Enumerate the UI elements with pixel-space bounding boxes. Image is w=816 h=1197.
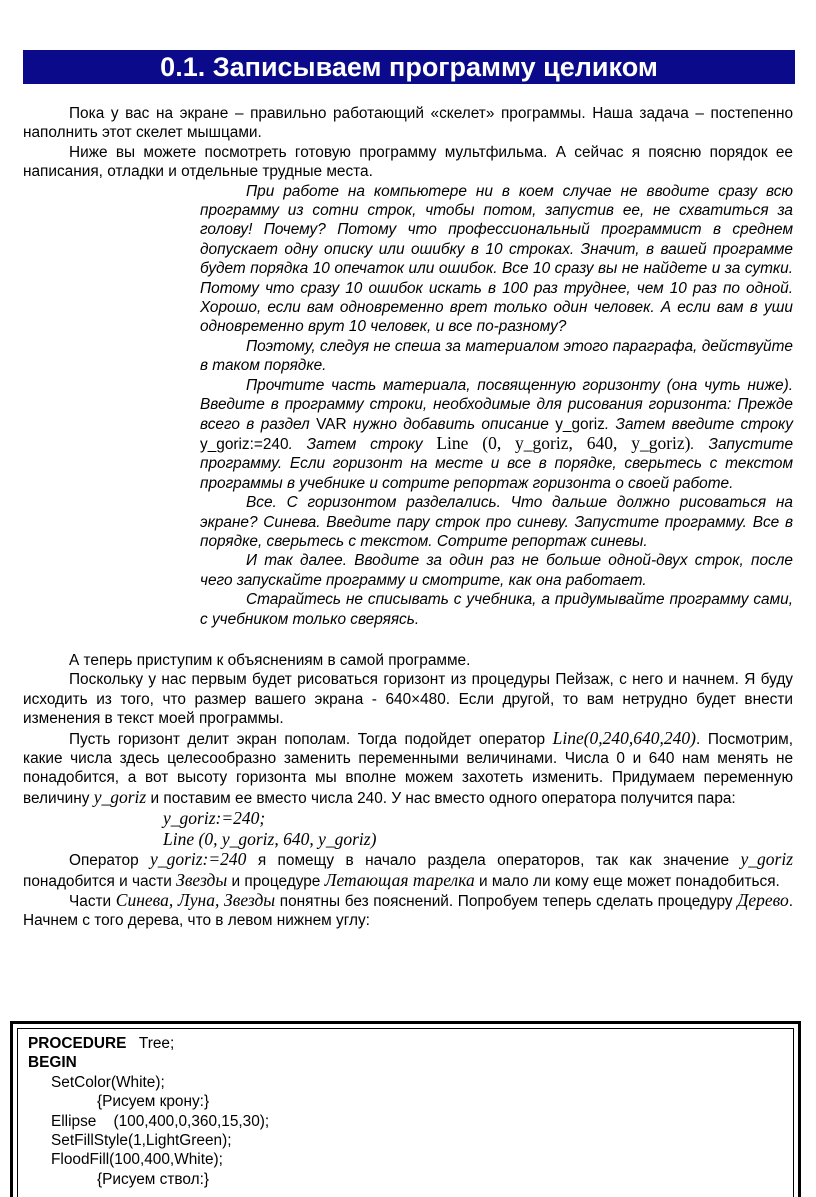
- body-paragraph-4: Оператор y_goriz:=240 я помещу в начало раздела операторов, так как значение y_goriz понадобится и части Звезды и процедуре Летающая тарелка и мало ли кому еще может понадобиться.: [23, 849, 793, 890]
- code-line-comment-trunk: {Рисуем ствол:}: [97, 1170, 210, 1188]
- body-paragraph-1: А теперь приступим к объяснениям в самой программе.: [69, 651, 471, 669]
- note-paragraph-2: Поэтому, следуя не спеша за материалом этого параграфа, действуйте в таком порядке.: [200, 337, 793, 375]
- code-line-ellipse: Ellipse (100,400,0,360,15,30);: [51, 1112, 270, 1130]
- inline-code-line: Line(0,240,640,240): [552, 727, 696, 748]
- code-listing-box: [10, 1021, 801, 1197]
- note-paragraph-1: При работе на компьютере ни в коем случае не вводите сразу всю программу из сотни строк, чтобы потом, запустив ее, не схватиться за голову! Почему? Потому что профессиональный программист в среднем допускает одну описку или ошибку в 10 строках. Значит, в вашей программе будет порядка 10 опечаток или ошибок. Все 10 сразу вы не найдете и за сутки. Потому что сразу 10 ошибок искать в 100 раз труднее, чем 10 раз по одной. Хорошо, если вам одновременно врет только один человек. А если вам в уши одновременно врут 10 человек, и все по-разному?: [200, 182, 793, 336]
- body-paragraph-2: Поскольку у нас первым будет рисоваться горизонт из процедуры Пейзаж, с него и начнем. Я буду исходить из того, что размер вашего экрана - 640×480. Если другой, то вам нетрудно будет внести изменения в текст моей программы.: [23, 671, 793, 728]
- page-content: [23, 104, 793, 931]
- code-listing: [17, 1028, 794, 1197]
- code-line-floodfill: FloodFill(100,400,White);: [51, 1151, 223, 1169]
- code-line-call: Line (0, y_goriz, 640, y_goriz): [436, 432, 691, 453]
- code-line-procedure: PROCEDURE Tree;: [28, 1035, 175, 1052]
- note-paragraph-4: Все. С горизонтом разделались. Что дальше должно рисоваться на экране? Синева. Введите пару строк про синеву. Запустите программу. Все в порядке, сверьтесь с текстом. Сотрите репортаж синевы.: [200, 494, 793, 550]
- section-title: 0.1. Записываем программу целиком: [23, 50, 795, 84]
- body-paragraph-5: Части Синева, Луна, Звезды понятны без пояснений. Попробуем теперь сделать процедуру Дерево. Начнем с того дерева, что в левом нижнем углу:: [23, 890, 794, 930]
- intro-paragraph-2: Ниже вы можете посмотреть готовую программу мультфильма. А сейчас я поясню порядок ее написания, отладки и отдельные трудные места.: [23, 143, 793, 181]
- code-line-comment-crown: {Рисуем крону:}: [97, 1093, 210, 1111]
- body-paragraph-3: Пусть горизонт делит экран пополам. Тогда подойдет оператор Line(0,240,640,240). Посмотрим, какие числа здесь целесообразно заменить переменными величинами. Числа 0 и 640 нам менять не понадобится, а вот высоту горизонта мы вполне можем захотеть изменить. Придумаем переменную величину y_goriz и поставим ее вместо числа 240. У нас вместо одного оператора получится пара:: [23, 727, 793, 807]
- code-example-2: Line (0, y_goriz, 640, y_goriz): [163, 829, 377, 850]
- code-var: VAR: [316, 415, 347, 433]
- advice-note: [200, 182, 793, 629]
- code-line-setcolor: SetColor(White);: [51, 1073, 165, 1091]
- note-paragraph-5: И так далее. Вводите за один раз не больше одной-двух строк, после чего запускайте программу и смотрите, как она работает.: [200, 552, 793, 589]
- code-example-1: y_goriz:=240;: [163, 808, 266, 829]
- note-paragraph-3: Прочтите часть материала, посвященную горизонту (она чуть ниже). Введите в программу строки, необходимые для рисования горизонта: Прежде всего в раздел VAR нужно добавить описание y_goriz. Затем введите строку y_goriz:=240. Затем строку Line (0, y_goriz, 640, y_goriz). Запустите программу. Если горизонт на месте и все в порядке, сверьтесь с текстом программы в учебнике и сотрите репортаж горизонта о своей работе.: [200, 376, 794, 492]
- intro-paragraph-1: Пока у вас на экране – правильно работающий «скелет» программы. Наша задача – постепенно наполнить этот скелет мышцами.: [23, 105, 793, 142]
- code-assign: y_goriz:=240: [200, 435, 289, 453]
- code-line-begin: BEGIN: [28, 1054, 77, 1072]
- note-paragraph-6: Старайтесь не списывать с учебника, а придумывайте программу сами, с учебником только сверяясь.: [200, 591, 793, 628]
- code-line-setfillstyle: SetFillStyle(1,LightGreen);: [51, 1132, 232, 1150]
- code-y-goriz: y_goriz: [555, 415, 605, 433]
- inline-code-y-goriz: y_goriz: [93, 786, 147, 807]
